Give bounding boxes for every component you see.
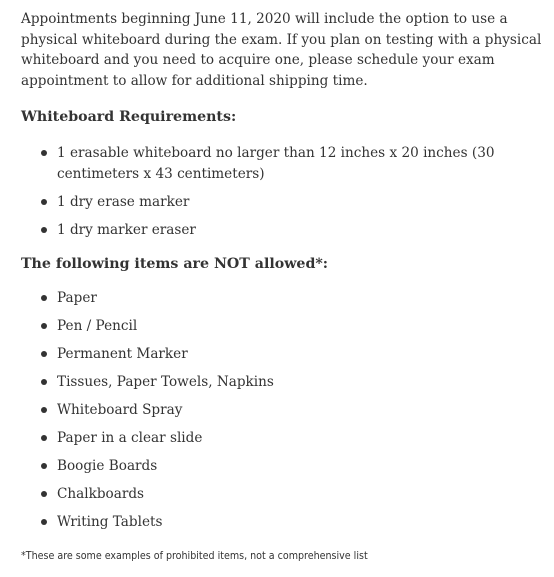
list-item — [0, 484, 554, 505]
bullet-icon — [41, 351, 47, 357]
requirements-list — [0, 143, 554, 248]
not-allowed-heading: The following items are NOT allowed*: — [21, 256, 329, 272]
footnote: *These are some examples of prohibited items, not a comprehensive list — [21, 550, 368, 562]
list-item — [0, 512, 554, 533]
list-item — [0, 400, 554, 421]
list-item-text: 1 dry erase marker — [57, 193, 190, 210]
list-item-text: Chalkboards — [57, 486, 145, 502]
list-item — [0, 344, 554, 365]
list-item-text: Boogie Boards — [57, 458, 158, 474]
bullet-icon — [41, 199, 47, 205]
bullet-icon — [41, 463, 47, 469]
list-item-text: 1 erasable whiteboard no larger than 12 inches x 20 inches (30 centimeters x 43 centimeters) — [57, 145, 495, 182]
list-item-text: 1 dry marker eraser — [57, 221, 196, 238]
list-item — [0, 288, 554, 309]
list-item-text: Writing Tablets — [57, 514, 163, 530]
bullet-icon — [41, 519, 47, 525]
not-allowed-list — [0, 288, 554, 540]
list-item — [0, 372, 554, 393]
list-item-text: Permanent Marker — [57, 346, 188, 362]
list-item-text: Paper — [57, 290, 97, 306]
bullet-icon — [41, 435, 47, 441]
list-item — [0, 192, 554, 213]
list-item — [0, 143, 554, 184]
bullet-icon — [41, 323, 47, 329]
list-item-text: Pen / Pencil — [57, 318, 138, 334]
bullet-icon — [41, 491, 47, 497]
bullet-icon — [41, 295, 47, 301]
list-item-text: Paper in a clear slide — [57, 430, 203, 446]
list-item-text: Whiteboard Spray — [57, 402, 183, 418]
list-item-text: Tissues, Paper Towels, Napkins — [57, 374, 274, 390]
bullet-icon — [41, 150, 47, 156]
list-item — [0, 220, 554, 241]
intro-paragraph: Appointments beginning June 11, 2020 will include the option to use a physical whiteboard during the exam. If you plan on testing with a physical whiteboard and you need to acquire one, please schedule your exam appointment to allow for additional shipping time. — [21, 11, 542, 89]
list-item — [0, 316, 554, 337]
list-item — [0, 456, 554, 477]
list-item — [0, 428, 554, 449]
bullet-icon — [41, 407, 47, 413]
whiteboard-requirements-heading: Whiteboard Requirements: — [21, 109, 237, 125]
bullet-icon — [41, 227, 47, 233]
bullet-icon — [41, 379, 47, 385]
